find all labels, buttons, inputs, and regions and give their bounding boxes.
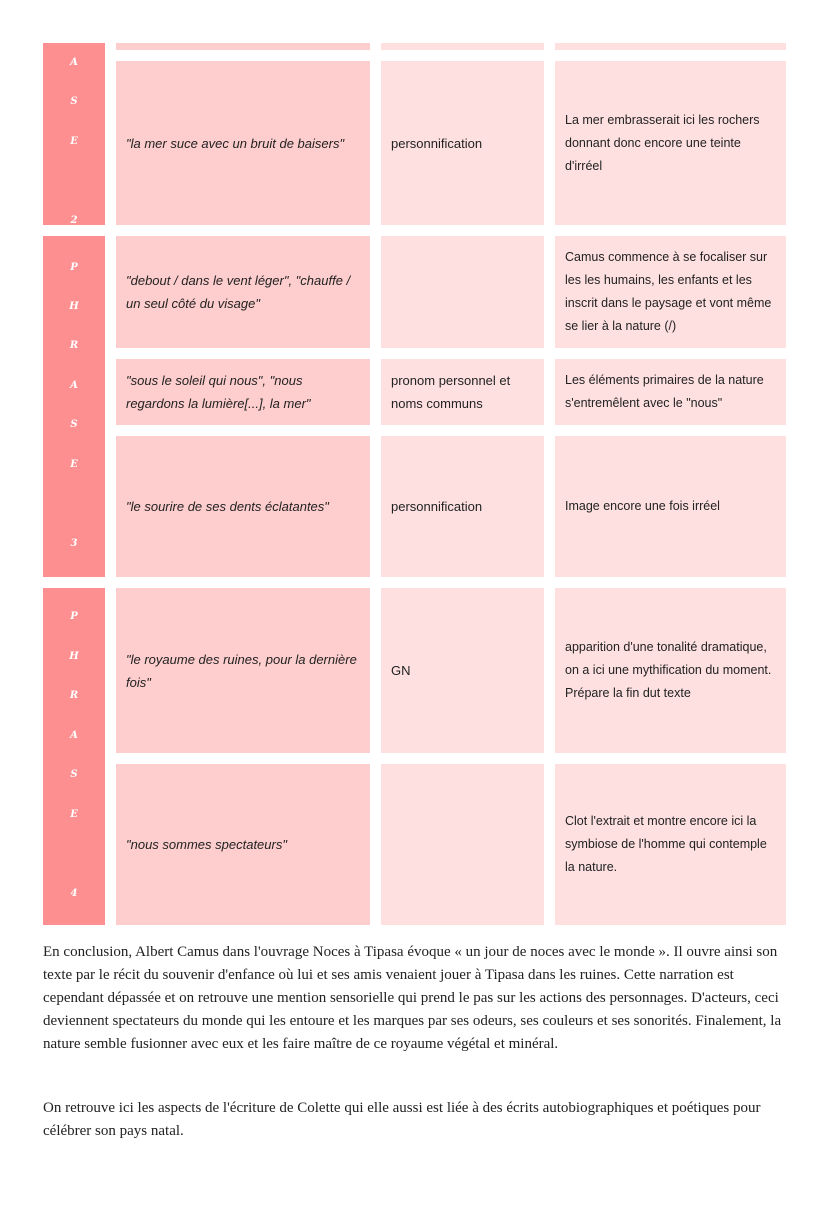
row-comment — [555, 588, 786, 753]
row-quote-text: "sous le soleil qui nous", "nous regardons la lumière[...], la mer" — [126, 373, 311, 411]
row-quote-text: "nous sommes spectateurs" — [126, 837, 287, 852]
row-comment-text: La mer embrasserait ici les rochers donnant donc encore une teinte d'irréel — [565, 112, 760, 173]
table-top-strip-comm — [555, 43, 786, 50]
row-quote — [116, 61, 370, 225]
row-comment-text: Image encore une fois irréel — [565, 499, 720, 513]
row-process — [381, 588, 544, 753]
phrase-4-letter: P — [70, 611, 78, 622]
phrase-3-label — [43, 236, 105, 577]
row-quote — [116, 588, 370, 753]
row-comment — [555, 61, 786, 225]
row-quote — [116, 359, 370, 425]
phrase-2-letter: E — [70, 136, 78, 147]
phrase-4-letter: E — [70, 809, 78, 820]
phrase-4-letter: H — [69, 651, 79, 662]
phrase-3-letter: E — [70, 459, 78, 470]
phrase-2-letter: S — [70, 96, 78, 107]
row-process-text: personnification — [391, 499, 483, 514]
row-process — [381, 436, 544, 577]
phrase-4-letter: R — [69, 690, 79, 701]
row-quote — [116, 764, 370, 925]
row-quote-text: "le royaume des ruines, pour la dernière fois" — [126, 651, 357, 690]
phrase-2-label — [43, 43, 105, 225]
phrase-3-letter: H — [69, 301, 79, 312]
phrase-3-letter: R — [69, 340, 79, 351]
phrase-3-letter: A — [70, 380, 78, 391]
conclusion-paragraph: En conclusion, Albert Camus dans l'ouvrage Noces à Tipasa évoque « un jour de noces avec le monde ». Il ouvre ainsi son texte par le récit du souvenir d'enfance où lui et ses amis venaient jouer à Tipasa dans les ruines. Cette narration est cependant dépassée et on retrouve une mention sensorielle qui prend le pas sur les actions des personnages. D'acteurs, ceci deviennent spectateurs du monde qui les entoure et les marques par ses odeurs, ses couleurs et ses sonorités. Finalement, la nature semble fusionner avec eux et les faire maître de ce royaume végétal et minéral. — [43, 944, 782, 1052]
colette-paragraph: On retrouve ici les aspects de l'écriture de Colette qui elle aussi est liée à des écrits autobiographiques et poétiques pour célébrer son pays natal. — [43, 1100, 761, 1139]
row-quote-text: "la mer suce avec un bruit de baisers" — [126, 135, 345, 151]
row-process-text: GN — [391, 663, 411, 678]
row-quote-text: "debout / dans le vent léger", "chauffe / un seul côté du visage" — [126, 273, 351, 311]
row-comment — [555, 359, 786, 425]
phrase-4-letter: 4 — [70, 888, 78, 899]
phrase-3-letter: S — [70, 419, 78, 430]
row-process — [381, 359, 544, 425]
phrase-4-label — [43, 588, 105, 925]
row-quote — [116, 236, 370, 348]
phrase-3-letter: P — [70, 262, 78, 273]
row-comment-text: Les éléments primaires de la nature s'entremêlent avec le "nous" — [565, 373, 764, 410]
phrase-3-letter: 3 — [70, 538, 78, 549]
row-process-text: personnification — [391, 135, 483, 151]
phrase-4-letter: S — [70, 769, 78, 780]
row-quote — [116, 436, 370, 577]
row-comment — [555, 764, 786, 925]
row-process — [381, 61, 544, 225]
row-comment-text: Clot l'extrait et montre encore ici la symbiose de l'homme qui contemple la nature. — [565, 814, 767, 874]
row-comment-text: Camus commence à se focaliser sur les les humains, les enfants et les inscrit dans le paysage et vont même se lier à la nature (/) — [565, 250, 772, 333]
row-comment — [555, 236, 786, 348]
table-top-strip-proc — [381, 43, 544, 50]
row-process — [381, 236, 544, 348]
table-top-strip-quote — [116, 43, 370, 50]
phrase-2-letter: A — [70, 57, 78, 68]
phrase-2-letter: 2 — [70, 215, 78, 226]
row-process-text: pronom personnel et noms communs — [391, 373, 511, 411]
row-process — [381, 764, 544, 925]
phrase-4-letter: A — [70, 730, 78, 741]
row-comment-text: apparition d'une tonalité dramatique, on a ici une mythification du moment. Prépare la fin dut texte — [565, 640, 772, 700]
row-comment — [555, 436, 786, 577]
row-quote-text: "le sourire de ses dents éclatantes" — [126, 499, 329, 514]
